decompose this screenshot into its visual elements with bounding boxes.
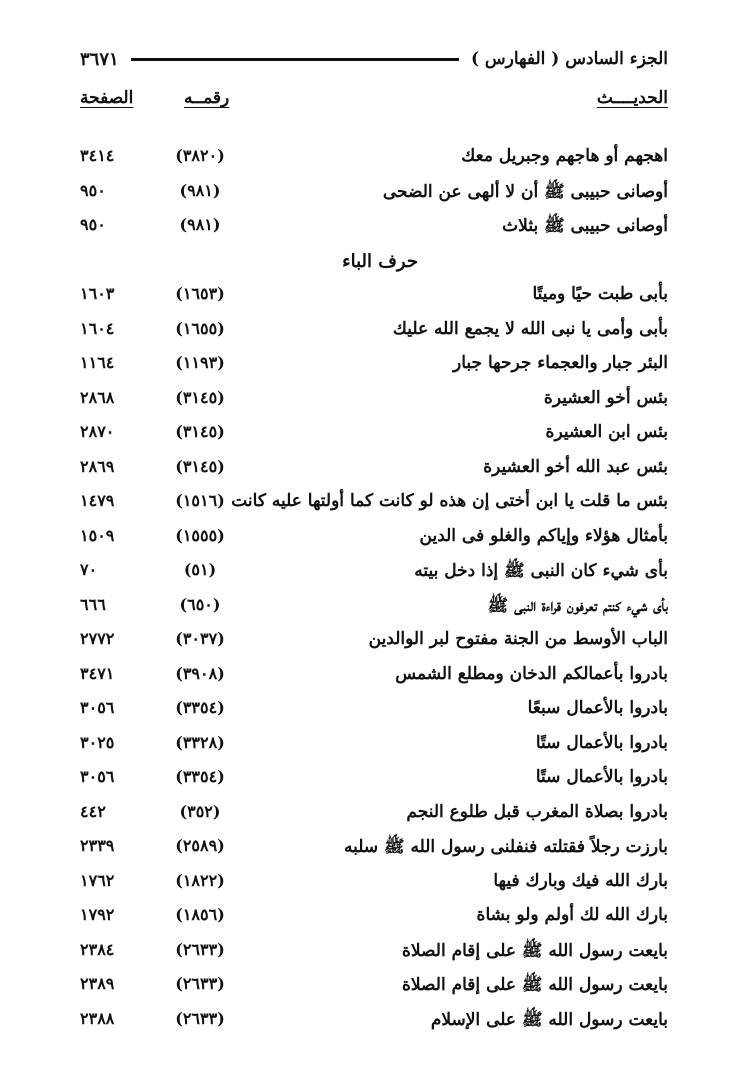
section-heading <box>80 247 668 282</box>
page-ref: ١١٦٤ <box>80 353 115 372</box>
hadith-number: (١٥١٦) <box>175 491 225 510</box>
hadith-number: (٣٣٥٤) <box>175 767 225 786</box>
index-row <box>80 868 668 903</box>
index-row <box>80 833 668 868</box>
page-ref: ١٦٠٤ <box>80 318 115 338</box>
hadith-number: (٩٨١) <box>179 180 221 200</box>
hadith-number: (٣٣٥٤) <box>175 698 225 717</box>
hadith-text: بئس ابن العشيرة <box>545 422 668 442</box>
hadith-number: (٣١٤٥) <box>175 456 225 476</box>
hadith-text: بأى شيء كان النبى ﷺ إذا دخل بيته <box>414 561 668 581</box>
page-ref: ٢٧٧٢ <box>80 629 115 648</box>
index-row <box>80 488 668 523</box>
hadith-number: (١١٩٣) <box>175 353 225 372</box>
hadith-text: بارك الله فيك وبارك فيها <box>493 870 668 891</box>
hadith-text: بئس عبد الله أخو العشيرة <box>483 456 668 477</box>
hadith-text: بأبى وأمى يا نبى الله لا يجمع الله عليك <box>392 318 668 339</box>
hadith-number: (٥١) <box>183 560 217 579</box>
page-ref: ٢٣٨٤ <box>80 939 115 959</box>
hadith-text: الباب الأوسط من الجنة مفتوح لبر الوالدين <box>368 629 668 649</box>
page-ref: ٢٨٦٨ <box>80 387 115 407</box>
page-ref: ١٥٠٩ <box>80 525 115 545</box>
page-ref: ٣٠٥٦ <box>80 767 115 786</box>
hadith-text: اهجهم أو هاجهم وجبريل معك <box>461 146 668 166</box>
page-ref: ١٤٧٩ <box>80 491 115 510</box>
index-row <box>80 316 668 351</box>
column-headers <box>80 88 668 114</box>
running-header <box>80 44 668 74</box>
running-title: الجزء السادس ( الفهارس ) <box>470 49 668 69</box>
hadith-number: (١٨٥٦) <box>175 905 225 924</box>
hadith-text: البئر جبار والعجماء جرحها جبار <box>453 353 668 373</box>
hadith-number: (٢٦٣٣) <box>175 974 225 993</box>
index-row <box>80 557 668 592</box>
hadith-number: (١٦٥٣) <box>175 284 225 303</box>
page-ref: ٧٠ <box>80 560 98 579</box>
hadith-text: أوصانى حبيبى ﷺ أن لا ألهى عن الضحى <box>382 181 668 202</box>
page-ref: ٢٨٧٠ <box>80 422 115 441</box>
hadith-number: (٣٠٣٧) <box>175 629 225 648</box>
index-row <box>80 592 668 627</box>
index-row <box>80 143 668 178</box>
index-row <box>80 971 668 1006</box>
hadith-text: بئس ما قلت يا ابن أختى إن هذه لو كانت كما أولتها عليه كانت <box>231 491 668 511</box>
hadith-number: (٦٥٠) <box>179 594 221 614</box>
page-ref: ٢٣٣٩ <box>80 836 115 855</box>
index-row <box>80 730 668 765</box>
header-rule <box>131 58 459 61</box>
hadith-number: (٢٦٣٣) <box>175 1008 225 1028</box>
hadith-text: بادروا بصلاة المغرب قبل طلوع النجم <box>406 801 668 822</box>
column-header-number: رقمــه <box>184 88 230 108</box>
hadith-text: بأبى طبت حيًا وميتًا <box>532 284 668 304</box>
hadith-number: (٣٩٠٨) <box>175 663 225 683</box>
page-ref: ٩٥٠ <box>80 215 106 234</box>
index-row <box>80 764 668 799</box>
hadith-text: بايعت رسول الله ﷺ على إقام الصلاة <box>401 975 668 995</box>
index-row <box>80 212 668 247</box>
page-number: ٣٦٧١ <box>80 48 119 70</box>
index-row <box>80 661 668 696</box>
page-ref: ١٧٦٢ <box>80 870 115 890</box>
hadith-number: (٣٨٢٠) <box>175 146 225 165</box>
hadith-text: بأمثال هؤلاء وإياكم والغلو فى الدين <box>419 525 668 546</box>
index-row <box>80 178 668 213</box>
hadith-text: بأى شيء كنتم تعرفون قراءة النبى ﷺ <box>487 595 668 616</box>
hadith-number: (١٥٥٥) <box>175 525 225 545</box>
page-ref: ٢٨٦٩ <box>80 456 115 476</box>
index-row <box>80 350 668 385</box>
hadith-number: (١٨٢٢) <box>175 870 225 890</box>
page-ref: ١٦٠٣ <box>80 284 115 303</box>
page-ref: ٣٤٧١ <box>80 663 115 683</box>
index-row <box>80 695 668 730</box>
index-row <box>80 937 668 972</box>
page-ref: ٢٣٨٩ <box>80 974 115 993</box>
hadith-text: بادروا بأعمالكم الدخان ومطلع الشمس <box>395 663 668 684</box>
index-row <box>80 799 668 834</box>
page-ref: ٣٠٥٦ <box>80 698 115 717</box>
hadith-number: (٩٨١) <box>179 215 221 234</box>
hadith-number: (٣٥٢) <box>179 801 221 821</box>
hadith-text: بارزت رجلاً فقتلته فنفلنى رسول الله ﷺ سلبه <box>343 837 668 857</box>
hadith-text: بادروا بالأعمال ستًا <box>535 732 668 753</box>
hadith-text: أوصانى حبيبى ﷺ بثلاث <box>502 216 668 236</box>
column-header-page: الصفحة <box>80 88 134 108</box>
page-ref: ١٧٩٢ <box>80 905 115 924</box>
hadith-text: بايعت رسول الله ﷺ على الإسلام <box>430 1009 668 1030</box>
hadith-number: (٣١٤٥) <box>175 422 225 441</box>
index-row <box>80 523 668 558</box>
index-row <box>80 626 668 661</box>
hadith-number: (٢٥٨٩) <box>175 836 225 855</box>
page-ref: ٣٤١٤ <box>80 146 115 165</box>
hadith-text: بئس أخو العشيرة <box>543 387 668 408</box>
index-row <box>80 385 668 420</box>
index-row <box>80 454 668 489</box>
hadith-number: (١٦٥٥) <box>175 318 225 338</box>
hadith-text: بايعت رسول الله ﷺ على إقام الصلاة <box>401 940 668 961</box>
index-rows <box>80 143 668 1040</box>
page-ref: ٦٦٦ <box>80 594 106 614</box>
index-row <box>80 419 668 454</box>
index-row <box>80 902 668 937</box>
column-header-hadith: الحديــــث <box>596 88 668 108</box>
hadith-text: بارك الله لك أولم ولو بشاة <box>476 905 668 925</box>
hadith-number: (٢٦٣٣) <box>175 939 225 959</box>
index-row <box>80 281 668 316</box>
page-ref: ٩٥٠ <box>80 180 106 200</box>
page-ref: ٢٣٨٨ <box>80 1008 115 1028</box>
hadith-text: بادروا بالأعمال سبعًا <box>527 698 668 718</box>
section-heading-text: حرف الباء <box>342 250 418 272</box>
hadith-number: (٣٣٢٨) <box>175 732 225 752</box>
index-row <box>80 1006 668 1041</box>
page-ref: ٤٤٢ <box>80 801 106 821</box>
hadith-text: بادروا بالأعمال ستًا <box>535 767 668 787</box>
page-ref: ٣٠٢٥ <box>80 732 115 752</box>
hadith-number: (٣١٤٥) <box>175 387 225 407</box>
